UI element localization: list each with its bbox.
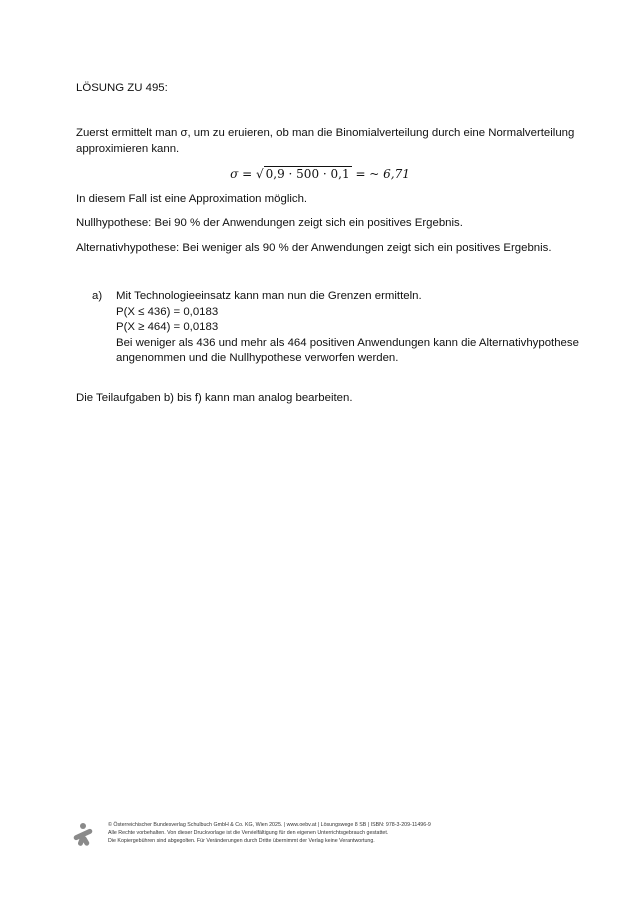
list-item-line: P(X ≥ 464) = 0,0183 xyxy=(116,321,219,333)
list-item-line: Mit Technologieeinsatz kann man nun die Grenzen ermitteln. xyxy=(116,290,422,302)
formula-rhs: = ~ 6,71 xyxy=(355,167,410,181)
footer-line: © Österreichischer Bundesverlag Schulbuch GmbH & Co. KG, Wien 2025. | www.oebv.at | Lösungswege 8 SB | ISBN: 978-3-209-11496-9 xyxy=(108,822,431,828)
copyright-notice xyxy=(108,821,431,845)
intro-paragraph xyxy=(76,125,574,157)
page-footer xyxy=(70,820,570,850)
alternative-hypothesis-text: Alternativhypothese: Bei weniger als 90 % der Anwendungen zeigt sich ein positives Ergebnis. xyxy=(76,242,552,254)
footer-line: Die Kopiergebühren sind abgegolten. Für Veränderungen durch Dritte übernimmt der Verlag keine Verantwortung. xyxy=(108,838,375,844)
conclusion-text: In diesem Fall ist eine Approximation möglich. xyxy=(76,193,308,205)
page-title: LÖSUNG ZU 495: xyxy=(76,82,168,94)
list-marker: a) xyxy=(92,290,103,302)
list-item-line: P(X ≤ 436) = 0,0183 xyxy=(116,305,219,318)
null-hypothesis-text: Nullhypothese: Bei 90 % der Anwendungen zeigt sich ein positives Ergebnis. xyxy=(76,217,463,229)
outro-text: Die Teilaufgaben b) bis f) kann man analog bearbeiten. xyxy=(76,392,353,404)
list-item-line: Bei weniger als 436 und mehr als 464 positiven Anwendungen kann die Alternativhypothese xyxy=(116,336,579,349)
footer-line: Alle Rechte vorbehalten. Von dieser Druckvorlage ist die Vervielfältigung für den eigenen Unterrichtsgebrauch gestattet. xyxy=(108,830,389,836)
intro-line: approximieren kann. xyxy=(76,143,180,155)
square-root-icon: √ xyxy=(255,167,264,181)
intro-line: Zuerst ermittelt man σ, um zu eruieren, ob man die Binomialverteilung durch eine Normalverteilung xyxy=(76,127,575,139)
formula-radicand: 0,9 · 500 · 0,1 xyxy=(265,167,350,181)
oebv-logo-icon xyxy=(70,822,96,848)
formula-lhs: σ = xyxy=(230,167,253,181)
sigma-formula xyxy=(0,165,640,183)
list-item-line: angenommen und die Nullhypothese verworfen werden. xyxy=(116,352,399,364)
list-item-body xyxy=(116,289,579,367)
